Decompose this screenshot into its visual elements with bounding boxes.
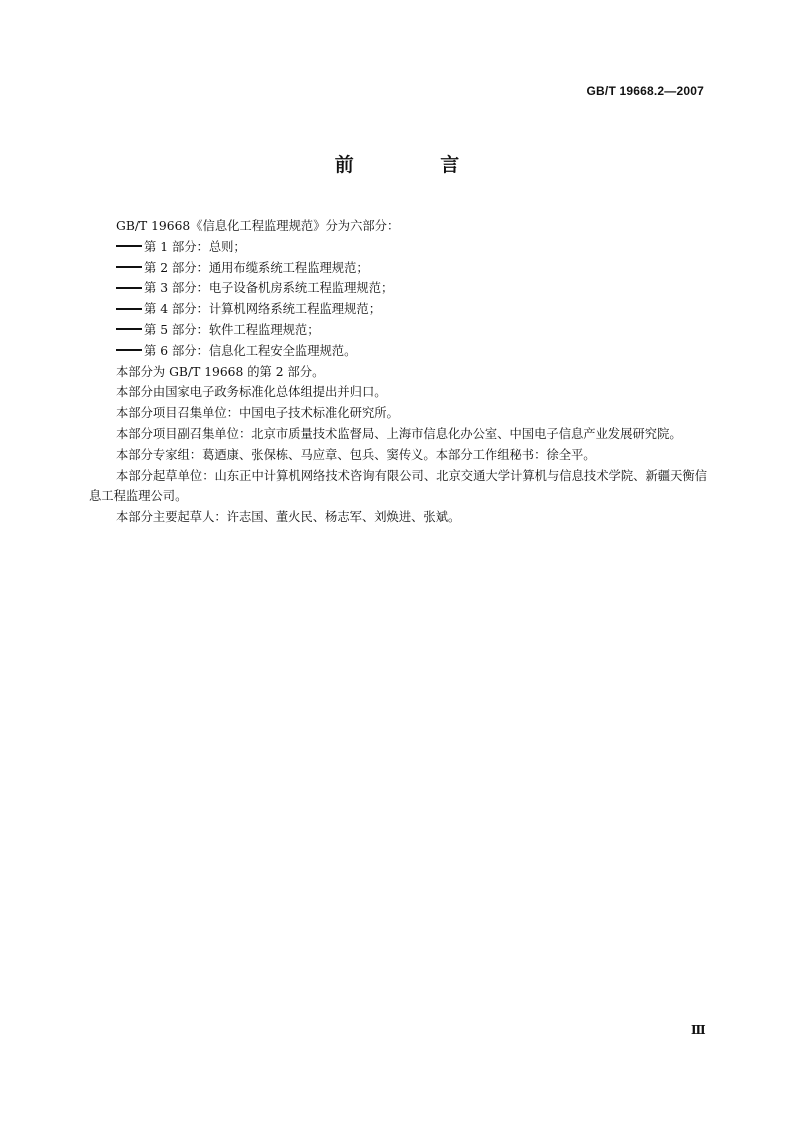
part-list-item — [89, 341, 707, 362]
dash-icon — [116, 287, 142, 289]
this-part-paragraph: 本部分为 GB/T 19668 的第 2 部分。 — [116, 364, 325, 379]
document-body — [89, 216, 707, 528]
experts-paragraph: 本部分专家组：葛迺康、张保栋、马应章、包兵、窦传义。本部分工作组秘书：徐全平。 — [116, 447, 596, 462]
page-number: Ⅲ — [691, 1023, 706, 1037]
drafters-paragraph: 本部分主要起草人：许志国、董火民、杨志军、刘焕进、张斌。 — [116, 510, 461, 525]
drafting-units-paragraph: 本部分起草单位：山东正中计算机网络技术咨询有限公司、北京交通大学计算机与信息技术学院、新疆天衡信息工程监理公司。 — [89, 468, 707, 504]
part-list-item-text: 第 4 部分：计算机网络系统工程监理规范； — [144, 302, 381, 317]
part-list-item-text: 第 3 部分：电子设备机房系统工程监理规范； — [144, 281, 394, 296]
part-list-item-text: 第 6 部分：信息化工程安全监理规范。 — [144, 343, 357, 358]
intro-paragraph: GB/T 19668《信息化工程监理规范》分为六部分： — [116, 219, 400, 233]
dash-icon — [116, 245, 142, 247]
part-list-item-text: 第 5 部分：软件工程监理规范； — [144, 322, 320, 337]
dash-icon — [116, 328, 142, 330]
part-list-item — [89, 299, 707, 320]
vice-convener-paragraph: 本部分项目副召集单位：北京市质量技术监督局、上海市信息化办公室、中国电子信息产业发展研究院。 — [116, 426, 682, 441]
part-list-item — [89, 258, 707, 279]
dash-icon — [116, 266, 142, 268]
standard-number: GB/T 19668.2—2007 — [586, 84, 704, 98]
part-list-item — [89, 320, 707, 341]
proposed-by-paragraph: 本部分由国家电子政务标准化总体组提出并归口。 — [116, 385, 387, 400]
part-list-item — [89, 237, 707, 258]
part-list-item — [89, 278, 707, 299]
page-title: 前 言 — [334, 154, 500, 176]
convener-paragraph: 本部分项目召集单位：中国电子技术标准化研究所。 — [116, 406, 399, 421]
part-list-item-text: 第 2 部分：通用布缆系统工程监理规范； — [144, 260, 369, 275]
dash-icon — [116, 308, 142, 310]
part-list-item-text: 第 1 部分：总则； — [144, 239, 246, 254]
dash-icon — [116, 349, 142, 351]
